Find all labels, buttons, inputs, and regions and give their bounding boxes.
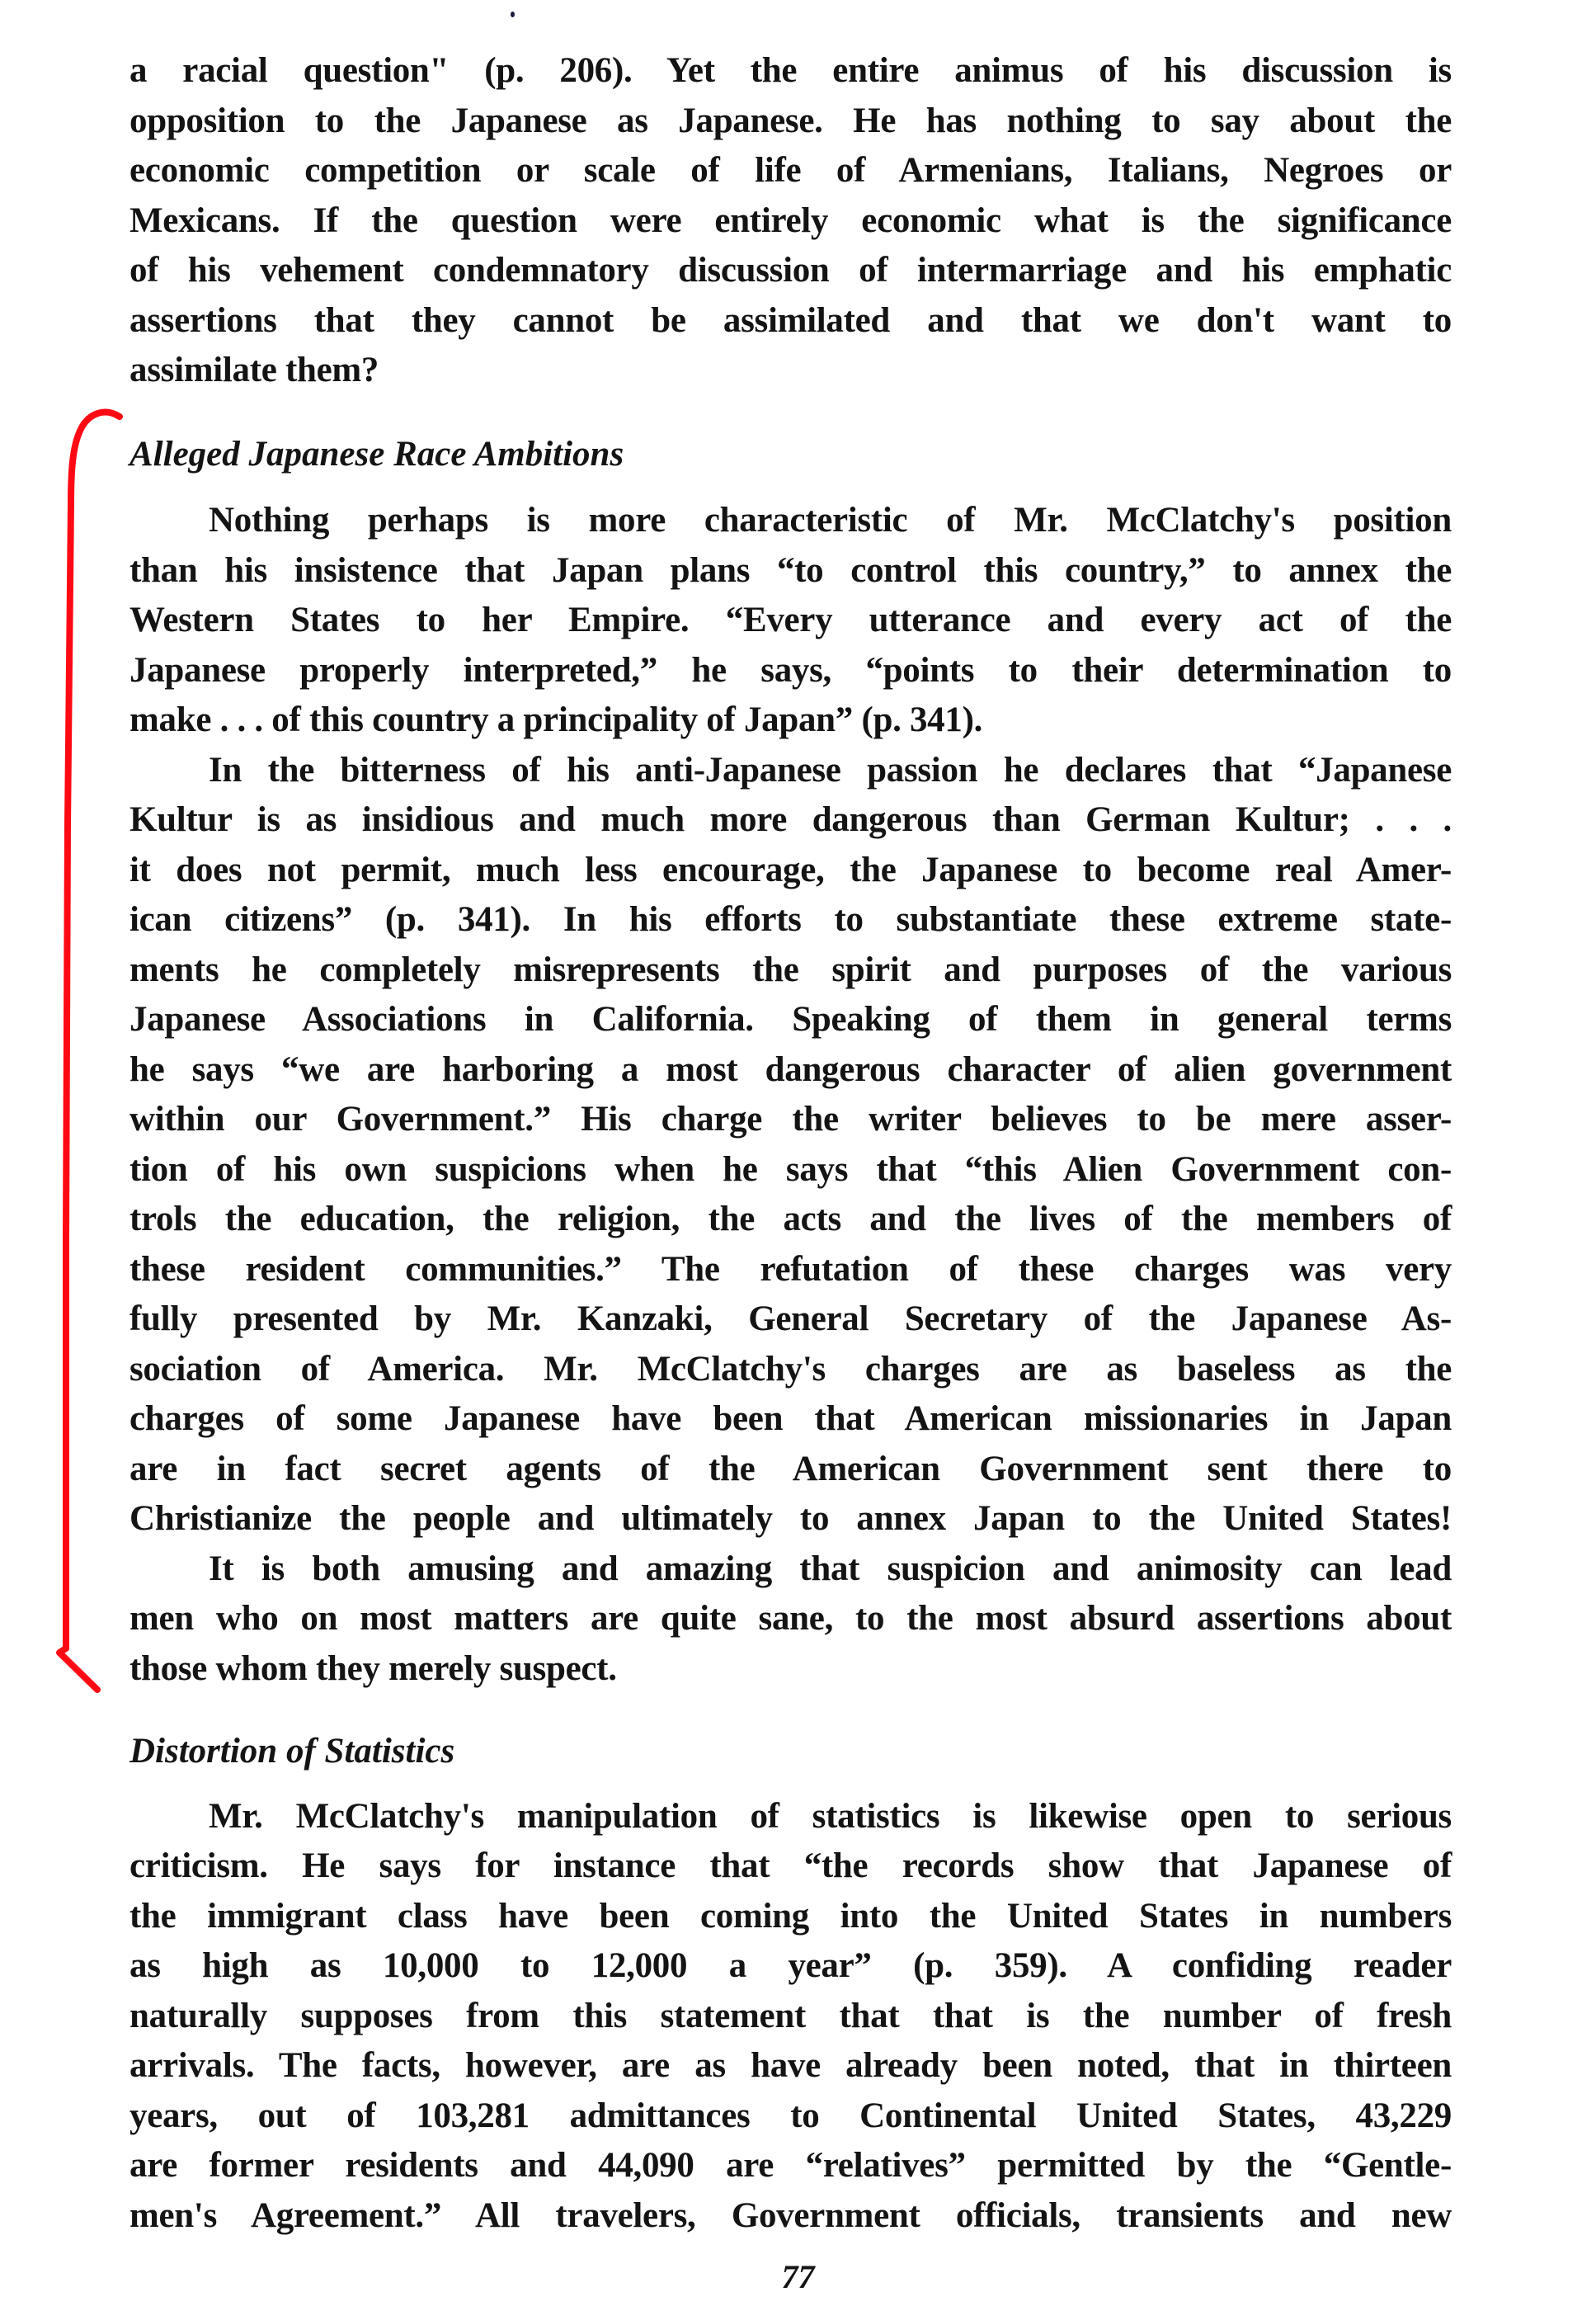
scan-speck	[511, 12, 515, 17]
body-line: criticism. He says for instance that “the records show that Japanese of	[129, 1846, 1452, 1885]
body-line: he says “we are harboring a most dangerous character of alien government	[129, 1050, 1452, 1089]
body-line: fully presented by Mr. Kanzaki, General Secretary of the Japanese As-	[129, 1299, 1452, 1338]
body-line: trols the education, the religion, the acts and the lives of the members of	[129, 1200, 1452, 1238]
body-line: of his vehement condemnatory discussion of intermarriage and his emphatic	[129, 251, 1452, 290]
body-line: Mr. McClatchy's manipulation of statistics is likewise open to serious	[209, 1797, 1452, 1836]
body-line: are in fact secret agents of the American Government sent there to	[129, 1450, 1452, 1488]
body-line: it does not permit, much less encourage, the Japanese to become real Amer-	[129, 851, 1452, 889]
body-line: Kultur is as insidious and much more dangerous than German Kultur; . . .	[129, 800, 1452, 839]
body-line: make . . . of this country a principality of Japan” (p. 341).	[129, 700, 983, 739]
body-line: arrivals. The facts, however, are as have already been noted, that in thirteen	[129, 2046, 1452, 2085]
body-line: naturally supposes from this statement that that is the number of fresh	[129, 1997, 1452, 2035]
body-line: Christianize the people and ultimately to annex Japan to the United States!	[129, 1499, 1452, 1538]
body-line: tion of his own suspicions when he says that “this Alien Government con-	[129, 1150, 1452, 1189]
section-heading: Alleged Japanese Race Ambitions	[129, 435, 624, 474]
body-line: It is both amusing and amazing that suspicion and animosity can lead	[209, 1549, 1452, 1588]
body-line: Japanese Associations in California. Speaking of them in general terms	[129, 1000, 1452, 1039]
page-number: 77	[781, 2258, 815, 2295]
body-line: assimilate them?	[129, 351, 379, 389]
body-line: Nothing perhaps is more characteristic of Mr. McClatchy's position	[209, 501, 1452, 540]
body-line: Western States to her Empire. “Every utterance and every act of the	[129, 601, 1452, 639]
body-line: men's Agreement.” All travelers, Government officials, transients and new	[129, 2196, 1452, 2235]
body-line: assertions that they cannot be assimilated and that we don't want to	[129, 301, 1452, 340]
body-line: a racial question" (p. 206). Yet the entire animus of his discussion is	[129, 51, 1452, 90]
body-line: ments he completely misrepresents the spirit and purposes of the various	[129, 950, 1452, 989]
body-line: years, out of 103,281 admittances to Continental United States, 43,229	[129, 2096, 1452, 2135]
body-line: sociation of America. Mr. McClatchy's charges are as baseless as the	[129, 1350, 1452, 1389]
body-line: men who on most matters are quite sane, to the most absurd assertions about	[129, 1599, 1452, 1638]
body-line: than his insistence that Japan plans “to control this country,” to annex the	[129, 551, 1452, 590]
body-line: In the bitterness of his anti-Japanese passion he declares that “Japanese	[209, 751, 1452, 790]
body-line: charges of some Japanese have been that American missionaries in Japan	[129, 1399, 1452, 1438]
body-line: these resident communities.” The refutation of these charges was very	[129, 1250, 1452, 1289]
red-bracket-stroke	[59, 413, 120, 1690]
body-line: within our Government.” His charge the writer believes to be mere asser-	[129, 1100, 1452, 1139]
body-line: are former residents and 44,090 are “relatives” permitted by the “Gentle-	[129, 2146, 1452, 2185]
body-line: as high as 10,000 to 12,000 a year” (p. 359). A confiding reader	[129, 1946, 1452, 1985]
body-line: the immigrant class have been coming into the United States in numbers	[129, 1897, 1452, 1936]
body-line: Japanese properly interpreted,” he says, “points to their determination to	[129, 651, 1452, 690]
body-line: opposition to the Japanese as Japanese. He has nothing to say about the	[129, 101, 1452, 140]
body-line: Mexicans. If the question were entirely economic what is the significance	[129, 201, 1452, 240]
body-line: economic competition or scale of life of Armenians, Italians, Negroes or	[129, 151, 1452, 190]
section-heading: Distortion of Statistics	[129, 1732, 455, 1771]
body-line: those whom they merely suspect.	[129, 1649, 617, 1688]
body-line: ican citizens” (p. 341). In his efforts to substantiate these extreme state-	[129, 900, 1452, 939]
